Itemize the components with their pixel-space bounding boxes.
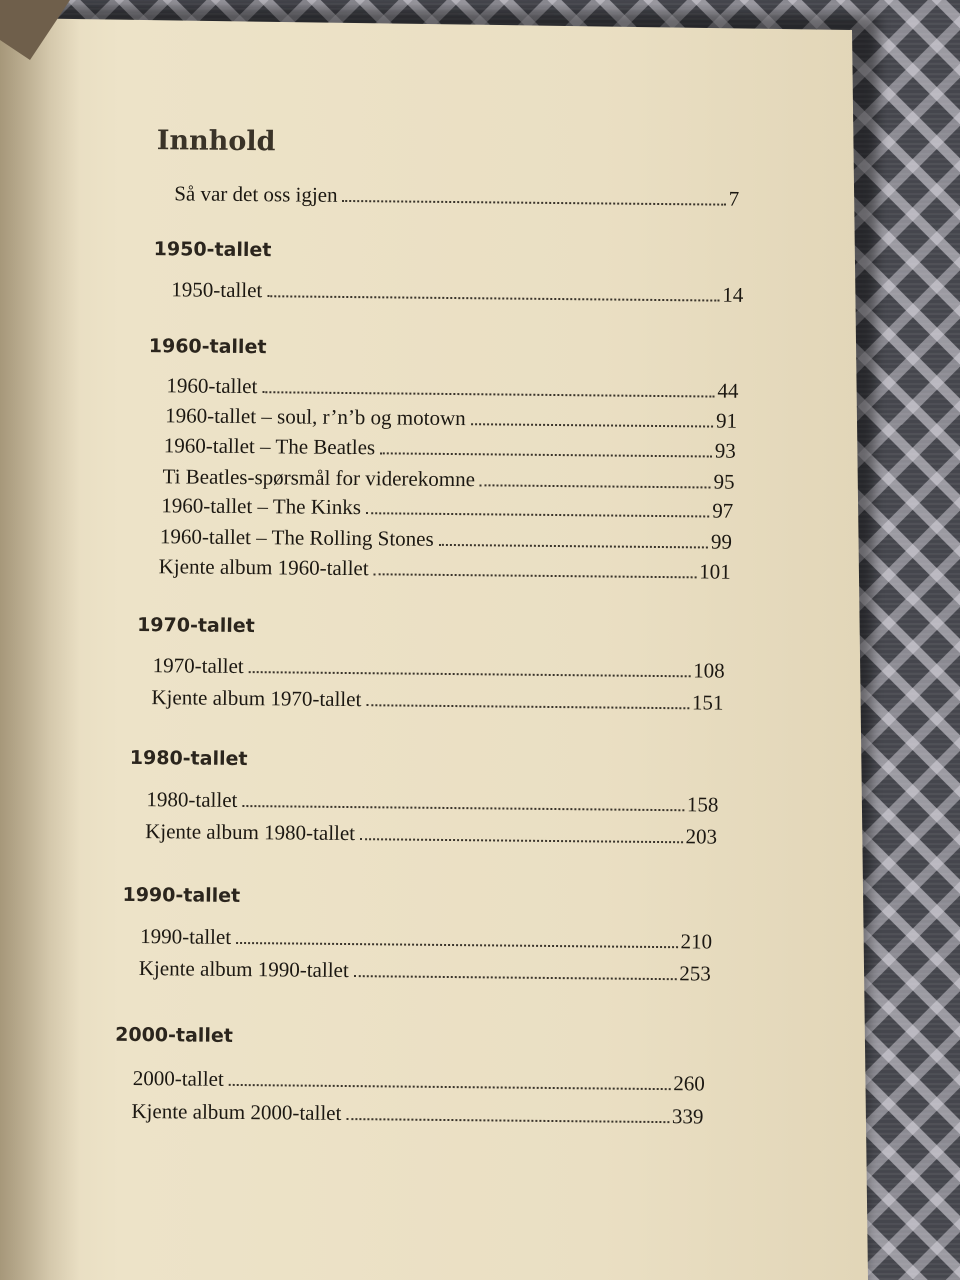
- entry-label: 1990-tallet: [140, 924, 232, 949]
- entry-page-number: 99: [710, 529, 733, 554]
- toc-entry: [140, 923, 712, 954]
- toc-entry: [131, 1098, 703, 1129]
- dot-leader: [366, 511, 709, 517]
- dot-leader: [229, 1083, 671, 1090]
- entry-page-number: 44: [717, 378, 739, 403]
- dot-leader: [480, 483, 711, 488]
- dot-leader: [380, 451, 712, 457]
- toc-entry: [133, 1065, 705, 1096]
- dot-leader: [236, 941, 678, 948]
- entry-page-number: 158: [686, 792, 719, 817]
- entry-label: 1950-tallet: [171, 277, 263, 303]
- dot-leader: [262, 390, 714, 397]
- section-heading-1960: 1960-tallet: [148, 335, 267, 359]
- entry-label: 1980-tallet: [146, 787, 238, 812]
- entry-page-number: 260: [673, 1071, 705, 1096]
- toc-entry: [159, 553, 731, 584]
- entry-page-number: 7: [728, 186, 740, 211]
- section-heading-1980: 1980-tallet: [129, 746, 248, 771]
- section-heading-1990: 1990-tallet: [122, 883, 241, 907]
- entry-label: 1970-tallet: [152, 653, 244, 679]
- entry-page-number: 253: [679, 961, 711, 986]
- entry-page-number: 93: [714, 438, 736, 463]
- dot-leader: [267, 294, 719, 301]
- dot-leader: [249, 670, 691, 677]
- entry-label: Så var det oss igjen: [174, 181, 338, 207]
- entry-label: Ti Beatles-spørsmål for viderekomne: [162, 464, 476, 492]
- entry-label: 2000-tallet: [132, 1065, 224, 1091]
- entry-page-number: 14: [722, 282, 744, 307]
- entry-label: 1960-tallet – The Kinks: [161, 493, 362, 520]
- entry-label: 1960-tallet: [166, 373, 258, 399]
- entry-page-number: 210: [680, 929, 713, 954]
- toc-entry: [164, 432, 736, 463]
- entry-label: Kjente album 1980-tallet: [145, 819, 356, 846]
- dot-leader: [374, 572, 697, 578]
- toc-entry: [139, 955, 711, 986]
- toc-entry: [165, 402, 737, 433]
- toc-title: Innhold: [156, 125, 276, 158]
- toc-entry: [151, 684, 723, 715]
- toc-entry: [145, 818, 717, 849]
- entry-page-number: 108: [693, 658, 725, 683]
- toc-entry: [161, 492, 733, 523]
- dot-leader: [343, 199, 726, 206]
- dot-leader: [242, 804, 684, 811]
- toc-entry: [160, 523, 732, 554]
- toc-entry: [162, 463, 734, 494]
- entry-page-number: 97: [712, 498, 734, 523]
- section-heading-1950: 1950-tallet: [153, 238, 272, 262]
- entry-page-number: 339: [671, 1104, 704, 1129]
- entry-page-number: 91: [716, 408, 738, 433]
- dot-leader: [360, 837, 683, 843]
- toc-entry-intro: [174, 180, 739, 211]
- toc-entry: [153, 652, 725, 683]
- toc-entry: [146, 786, 718, 817]
- dot-leader: [354, 974, 677, 980]
- dot-leader: [471, 422, 713, 427]
- entry-page-number: 151: [691, 690, 724, 715]
- entry-label: 1960-tallet – soul, r’n’b og motown: [165, 403, 466, 431]
- section-heading-1970: 1970-tallet: [137, 613, 255, 638]
- toc-entry: [166, 372, 738, 403]
- dot-leader: [366, 703, 689, 709]
- entry-label: Kjente album 1960-tallet: [158, 554, 369, 581]
- entry-label: Kjente album 1990-tallet: [138, 956, 349, 983]
- entry-label: Kjente album 2000-tallet: [131, 1098, 342, 1125]
- entry-label: Kjente album 1970-tallet: [151, 685, 362, 712]
- entry-page-number: 95: [713, 469, 735, 494]
- toc-entry: [171, 276, 743, 307]
- entry-label: 1960-tallet – The Beatles: [163, 433, 376, 460]
- entry-page-number: 203: [685, 824, 718, 849]
- entry-page-number: 101: [699, 559, 731, 584]
- dot-leader: [439, 543, 708, 549]
- dot-leader: [346, 1117, 669, 1123]
- entry-label: 1960-tallet – The Rolling Stones: [159, 524, 434, 551]
- section-heading-2000: 2000-tallet: [115, 1023, 233, 1047]
